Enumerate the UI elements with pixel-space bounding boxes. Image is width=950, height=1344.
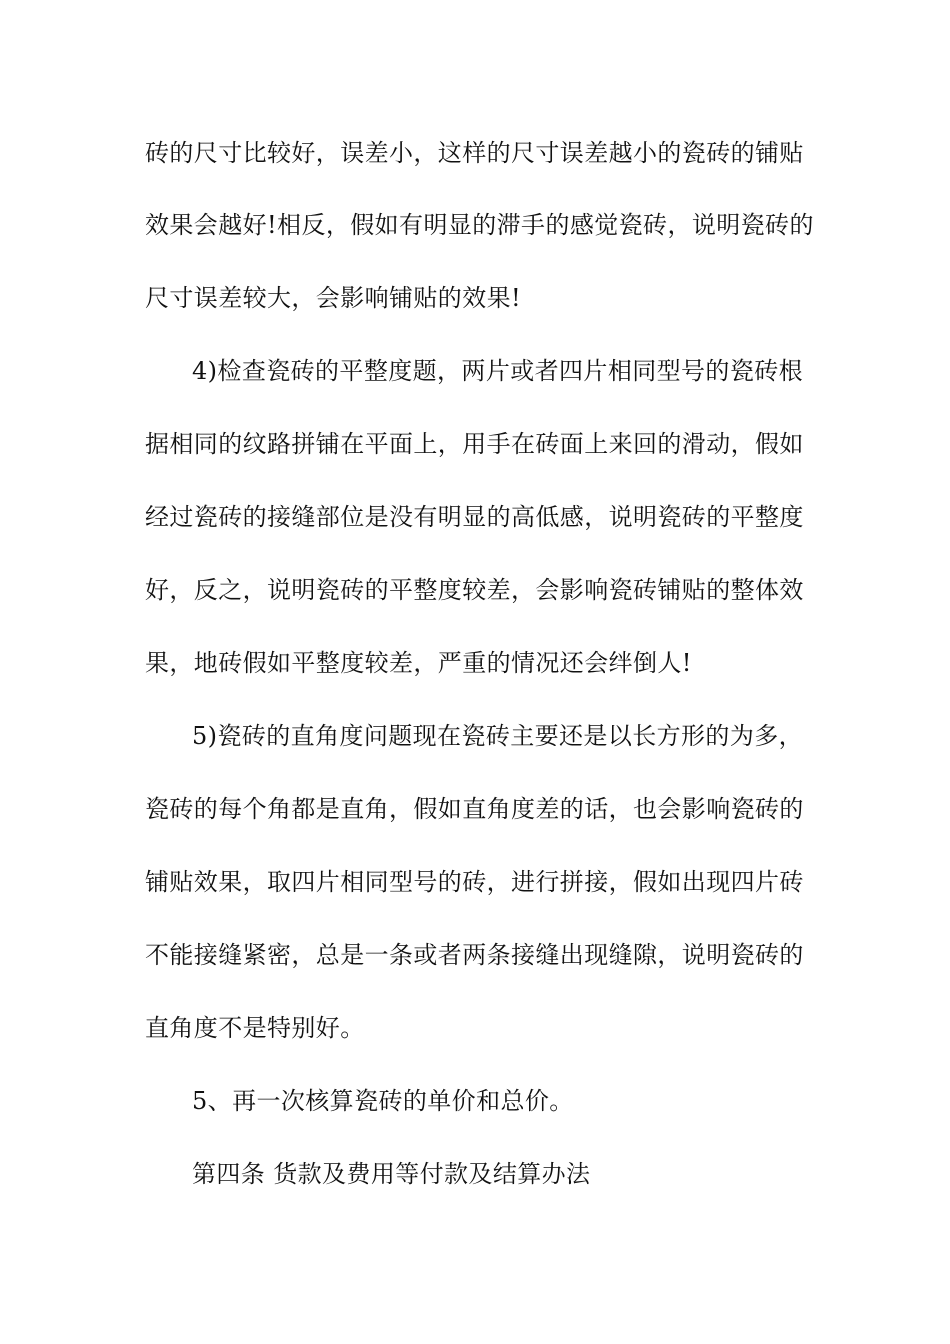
text-line: 不能接缝紧密，总是一条或者两条接缝出现缝隙，说明瓷砖的 (145, 941, 804, 969)
section-heading: 第四条 货款及费用等付款及结算办法 (192, 1160, 591, 1188)
text-line: 直角度不是特别好。 (145, 1014, 365, 1042)
text-line: 砖的尺寸比较好，误差小，这样的尺寸误差越小的瓷砖的铺贴 (145, 139, 804, 167)
text-line: 好，反之，说明瓷砖的平整度较差，会影响瓷砖铺贴的整体效 (145, 576, 804, 604)
paragraph-start: 5、再一次核算瓷砖的单价和总价。 (192, 1087, 574, 1115)
paragraph-start: 5)瓷砖的直角度问题现在瓷砖主要还是以长方形的为多， (192, 722, 804, 750)
text-line: 瓷砖的每个角都是直角，假如直角度差的话，也会影响瓷砖的 (145, 795, 804, 823)
paragraph-start: 4)检查瓷砖的平整度题，两片或者四片相同型号的瓷砖根 (192, 357, 804, 385)
text-line: 据相同的纹路拼铺在平面上，用手在砖面上来回的滑动，假如 (145, 430, 804, 458)
text-line: 尺寸误差较大，会影响铺贴的效果! (145, 284, 522, 312)
text-line: 铺贴效果，取四片相同型号的砖，进行拼接，假如出现四片砖 (145, 868, 804, 896)
text-line: 经过瓷砖的接缝部位是没有明显的高低感，说明瓷砖的平整度 (145, 503, 804, 531)
text-line: 果，地砖假如平整度较差，严重的情况还会绊倒人! (145, 649, 692, 677)
text-line: 效果会越好!相反，假如有明显的滞手的感觉瓷砖，说明瓷砖的 (145, 211, 814, 239)
